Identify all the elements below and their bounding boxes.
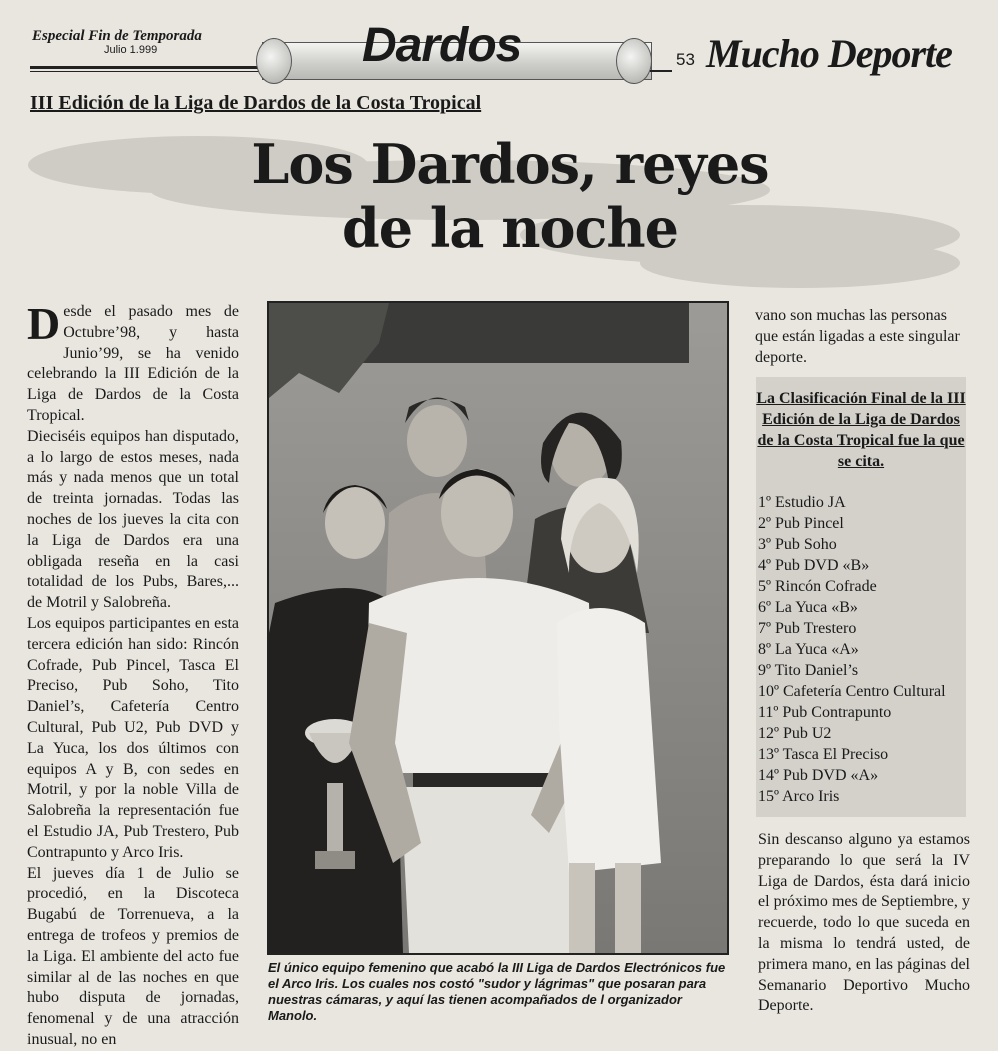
intro-text: esde el pasado mes de Octubre’98, y hasta Junio’99, se ha venido celebrando la III Edición de la Liga de Dardos de la Costa Tropical. — [27, 303, 239, 424]
intro-paragraph — [27, 298, 239, 427]
ranking-item: 7º Pub Trestero — [758, 620, 857, 637]
ranking-item: 10º Cafetería Centro Cultural — [758, 683, 946, 700]
paragraph: Los equipos participantes en esta tercera edición han sido: Rincón Cofrade, Pub Pincel, Tasca El Preciso, Pub Soho, Tito Daniel’s, Cafetería Centro Cultural, Pub U2, Pub DVD y La Yuca, los dos últimos con equipos A y B, con sedes en Motril, y por la noble Villa de Salobreña la representación fue el Estudio JA, Pub Trestero, Pub Contrapunto y Arco Iris. — [27, 614, 239, 861]
ranking-item: 9º Tito Daniel’s — [758, 662, 859, 679]
headline — [150, 132, 870, 260]
ranking-item: 6º La Yuca «B» — [758, 599, 858, 616]
article-column-1 — [27, 298, 239, 1051]
ranking-item: 1º Estudio JA — [758, 494, 846, 511]
paragraph: Dieciséis equipos han disputado, a lo largo de estos meses, nada más y nada menos que un total de treinta jornadas. Todas las noches de los jueves la cita con la Liga de Dardos era una obligada reseña en la casi totalidad de los Pubs, Bares,... de Motril y Salobreña. — [27, 427, 239, 612]
banner-cap-right — [616, 38, 652, 84]
ranking-item: 4º Pub DVD «B» — [758, 557, 870, 574]
issue-date: Julio 1.999 — [104, 44, 158, 56]
magazine-logo: Mucho Deporte — [706, 31, 952, 76]
page-number: 53 — [676, 50, 695, 69]
classification-title: La Clasificación Final de la III Edición de la Liga de Dardos de la Costa Tropical fue la que se cita. — [756, 390, 966, 470]
ranking-list — [758, 492, 946, 807]
ranking-item: 13º Tasca El Preciso — [758, 746, 889, 763]
ranking-item: 8º La Yuca «A» — [758, 641, 859, 658]
banner-cap-left — [256, 38, 292, 84]
headline-line-1: Los Dardos, reyes — [251, 132, 769, 196]
ranking-item: 15º Arco Iris — [758, 788, 840, 805]
ranking-item: 3º Pub Soho — [758, 536, 837, 553]
header-rule-right — [650, 70, 672, 72]
headline-line-2: de la noche — [342, 196, 678, 260]
column-3-bottom: Sin descanso alguno ya estamos preparando lo que será la IV Liga de Dardos, ésta dará inicio el próximo mes de Septiembre, y recuerde, todo lo que suceda en la misma lo tendrá usted, de primera mano, en las páginas del Semanario Deportivo Mucho Deporte. — [758, 831, 970, 1015]
ranking-item: 5º Rincón Cofrade — [758, 578, 877, 595]
article-kicker: III Edición de la Liga de Dardos de la Costa Tropical — [30, 92, 482, 114]
header-rule-thin — [30, 71, 262, 72]
photo-caption: El único equipo femenino que acabó la III Liga de Dardos Electrónicos fue el Arco Iris. Los cuales nos costó "sudor y lágrimas" que posaran para nuestras cámaras, y aquí las tienen acompañados de l organizador Manolo. — [268, 960, 726, 1023]
ranking-item: 12º Pub U2 — [758, 725, 832, 742]
team-photo-illustration — [269, 303, 727, 953]
drop-cap: D — [27, 298, 61, 349]
ranking-item: 14º Pub DVD «A» — [758, 767, 879, 784]
ranking-item: 11º Pub Contrapunto — [758, 704, 892, 721]
team-photo — [267, 301, 729, 955]
paragraph: El jueves día 1 de Julio se procedió, en la Discoteca Bugabú de Torrenueva, a la entrega de trofeos y premios de la Liga. El ambiente del acto fue similar al de las noches en que hubo disputa de jornadas, fenomenal y de una atracción inusual, no en — [27, 864, 239, 1048]
special-edition-label: Especial Fin de Temporada — [32, 28, 202, 44]
column-3-top: vano son muchas las personas que están ligadas a este singular deporte. — [755, 307, 960, 366]
header-rule — [30, 66, 262, 69]
section-title: Dardos — [362, 19, 522, 72]
ranking-item: 2º Pub Pincel — [758, 515, 844, 532]
